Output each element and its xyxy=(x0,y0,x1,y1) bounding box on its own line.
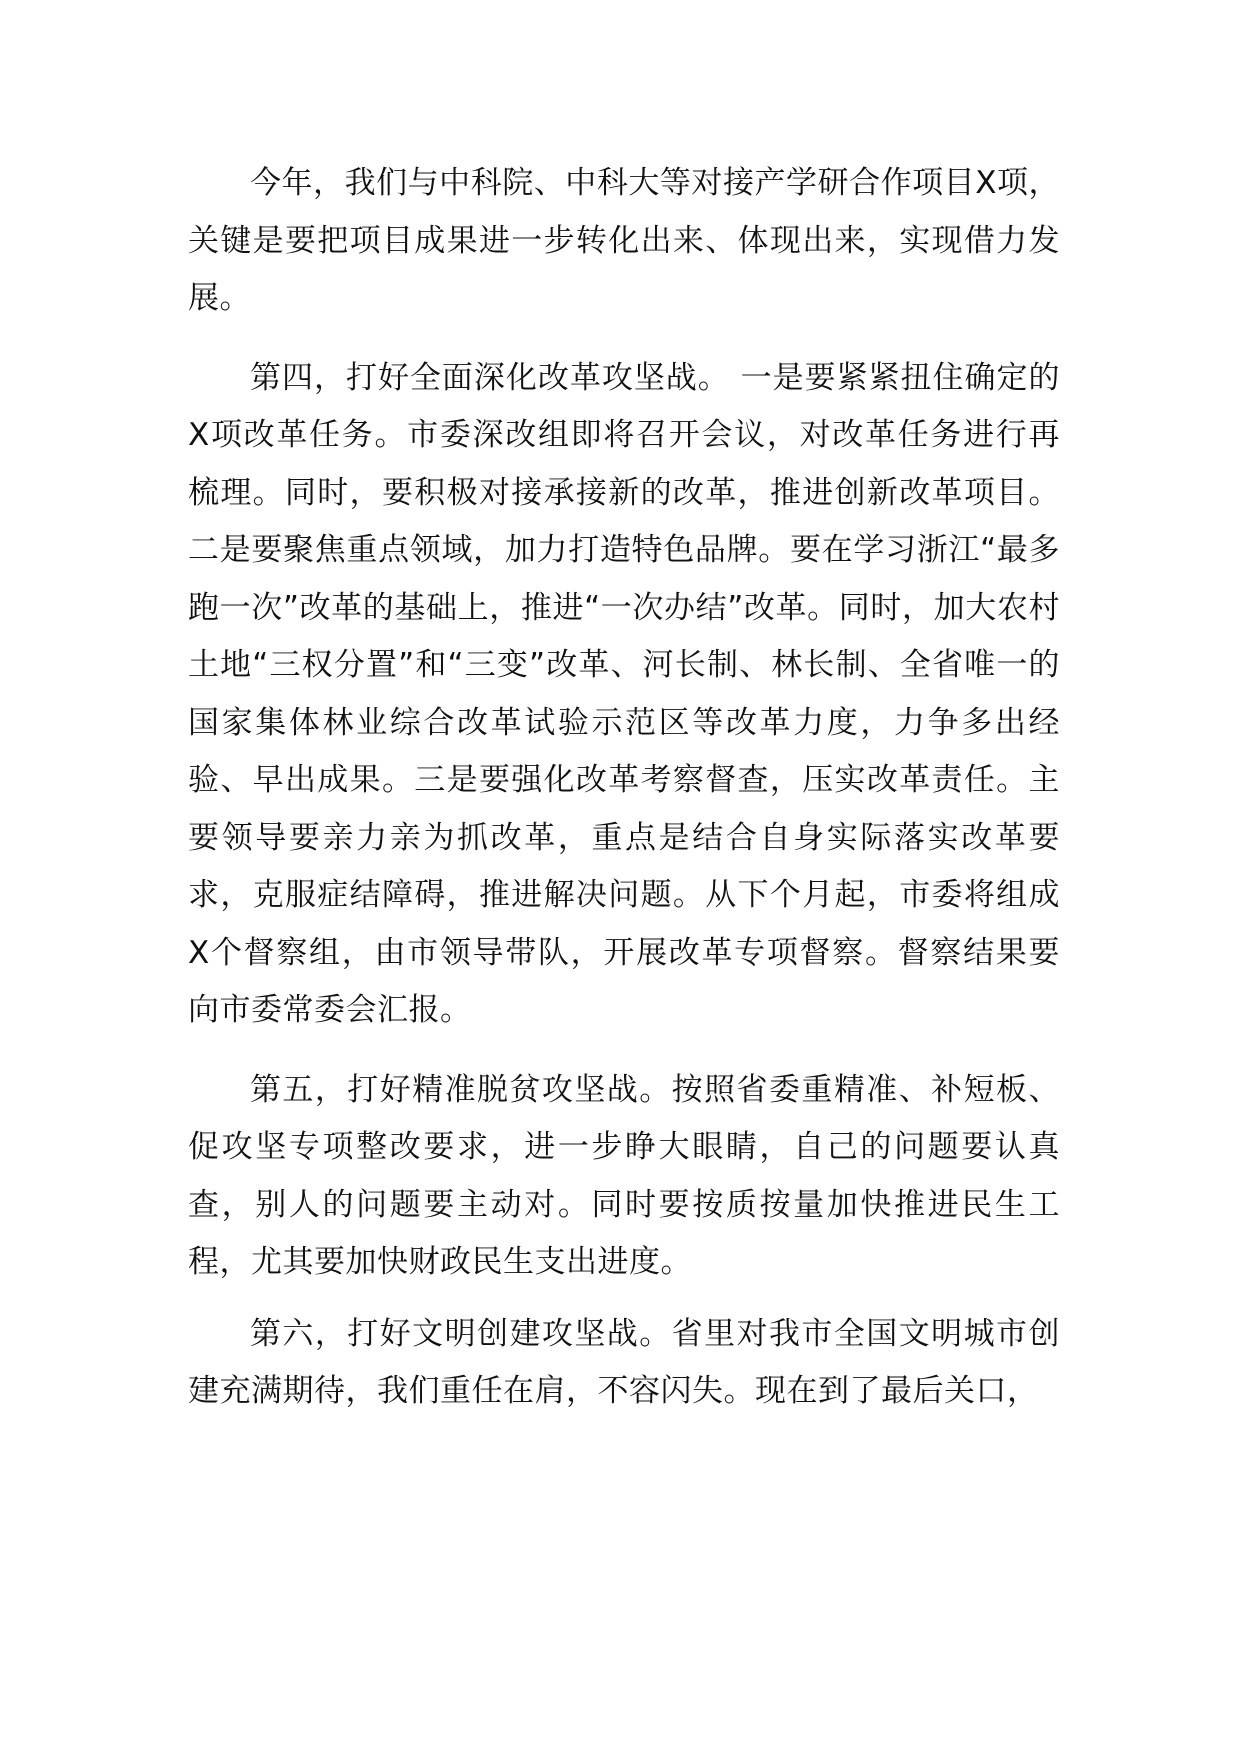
body-text xyxy=(188,155,1060,1435)
paragraph-research-cooperation: 今年，我们与中科院、中科大等对接产学研合作项目X项，关键是要把项目成果进一步转化出来、体现出来，实现借力发展。 xyxy=(188,165,1060,316)
paragraph-poverty-alleviation: 第五，打好精准脱贫攻坚战。按照省委重精准、补短板、促攻坚专项整改要求，进一步睁大眼睛，自己的问题要认真查，别人的问题要主动对。同时要按质按量加快推进民生工程，尤其要加快财政民生支出进度。 xyxy=(188,1071,1060,1280)
paragraph-civilization-building: 第六，打好文明创建攻坚战。省里对我市全国文明城市创建充满期待，我们重任在肩，不容闪失。现在到了最后关口， xyxy=(188,1315,1060,1409)
paragraph-reform: 第四，打好全面深化改革攻坚战。 一是要紧紧扭住确定的X项改革任务。市委深改组即将召开会议，对改革任务进行再梳理。同时，要积极对接承接新的改革，推进创新改革项目。二是要聚焦重点领域，加力打造特色品牌。要在学习浙江“最多跑一次”改革的基础上，推进“一次办结”改革。同时，加大农村土地“三权分置”和“三变”改革、河长制、林长制、全省唯一的国家集体林业综合改革试验示范区等改革力度，力争多出经验、早出成果。三是要强化改革考察督查，压实改革责任。主要领导要亲力亲为抓改革，重点是结合自身实际落实改革要求，克服症结障碍，推进解决问题。从下个月起，市委将组成X个督察组，由市领导带队，开展改革专项督察。督察结果要向市委常委会汇报。 xyxy=(188,359,1060,1028)
